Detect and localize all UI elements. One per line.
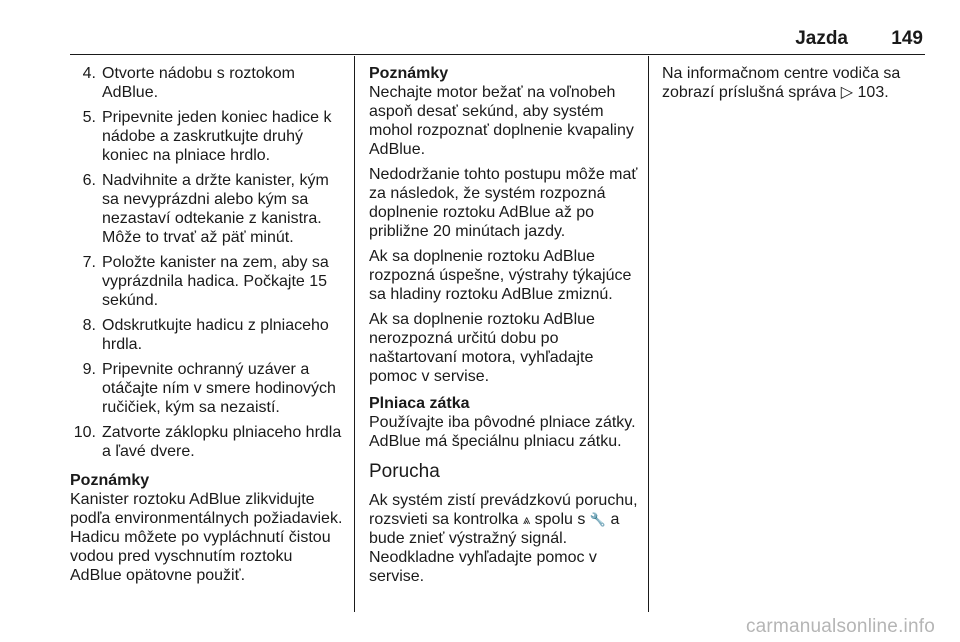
page-reference-link[interactable]: 103.	[857, 84, 889, 101]
note-block-1	[70, 471, 345, 585]
filler-cap-title: Plniaca zátka	[369, 395, 470, 412]
note-block-2	[369, 64, 639, 386]
fault-text: Ak systém zistí prevádzkovú poruchu, rozsvieti sa kontrolka ⩓ spolu s 🔧 a bude znieť výstražný signál. Neodkladne vyhľadajte pomoc v servise.	[369, 492, 638, 585]
note-paragraph-4: Ak sa doplnenie roztoku AdBlue nerozpozná určitú dobu po naštartovaní motora, vyhľadajte pomoc v servise.	[369, 311, 595, 385]
step-number: 10.	[73, 424, 96, 441]
column-divider-2	[648, 56, 649, 612]
fault-heading: Porucha	[369, 461, 440, 482]
step-text: Nadvihnite a držte kanister, kým sa nevyprázdni alebo kým sa nezastaví odtekanie z kanistra. Môže to trvať až päť minút.	[102, 172, 329, 246]
info-text: Na informačnom centre vodiča sa zobrazí príslušná správa ▷ 103.	[662, 65, 901, 101]
step-item	[70, 423, 345, 461]
page-reference-arrow-icon: ▷	[840, 84, 854, 101]
step-item	[70, 108, 345, 165]
column-divider-1	[354, 56, 355, 612]
note-title: Poznámky	[70, 472, 150, 489]
header-rule	[70, 54, 925, 55]
step-item	[70, 316, 345, 354]
step-number: 9.	[82, 361, 96, 378]
step-number: 4.	[82, 65, 96, 82]
step-text: Pripevnite jeden koniec hadice k nádobe a zaskrutkujte druhý koniec na plniace hrdlo.	[102, 109, 332, 164]
step-number: 8.	[82, 317, 96, 334]
step-text: Zatvorte záklopku plniaceho hrdla a ľavé dvere.	[102, 424, 342, 460]
column-3	[662, 64, 927, 108]
note-paragraph-2: Nedodržanie tohto postupu môže mať za následok, že systém rozpozná doplnenie roztoku AdBlue až po približne 20 minútach jazdy.	[369, 166, 638, 240]
section-title: Jazda	[795, 28, 848, 49]
footer-logo: carmanualsonline.info	[745, 616, 935, 637]
note-paragraph-3: Ak sa doplnenie roztoku AdBlue rozpozná úspešne, výstrahy týkajúce sa hladiny roztoku AdBlue zmiznú.	[369, 248, 632, 303]
warning-lamp-icon: ⩓	[522, 512, 531, 527]
column-2	[369, 64, 639, 592]
step-text: Pripevnite ochranný uzáver a otáčajte ním v smere hodinových ručičiek, kým sa nezaistí.	[102, 361, 336, 416]
step-text: Otvorte nádobu s roztokom AdBlue.	[102, 65, 295, 101]
page-number: 149	[891, 28, 923, 49]
page-header	[0, 29, 960, 53]
wrench-icon: 🔧	[589, 512, 606, 527]
column-1	[70, 64, 345, 591]
steps-list	[70, 64, 345, 461]
step-item	[70, 253, 345, 310]
filler-cap-text: Používajte iba pôvodné plniace zátky. AdBlue má špeciálnu plniacu zátku.	[369, 414, 636, 450]
step-number: 7.	[82, 254, 96, 271]
step-item	[70, 360, 345, 417]
step-item	[70, 64, 345, 102]
step-text: Položte kanister na zem, aby sa vyprázdnila hadica. Počkajte 15 sekúnd.	[102, 254, 329, 309]
step-number: 5.	[82, 109, 96, 126]
note-title: Poznámky	[369, 65, 449, 82]
step-item	[70, 171, 345, 247]
step-text: Odskrutkujte hadicu z plniaceho hrdla.	[102, 317, 329, 353]
step-number: 6.	[82, 172, 96, 189]
filler-cap-block	[369, 394, 639, 451]
note-text: Kanister roztoku AdBlue zlikvidujte podľa environmentálnych požiadaviek. Hadicu môžete po vypláchnutí čistou vodou pred vyschnutím roztoku AdBlue opätovne použiť.	[70, 491, 343, 584]
note-paragraph-1: Nechajte motor bežať na voľnobeh aspoň desať sekúnd, aby systém mohol rozpoznať doplnenie kvapaliny AdBlue.	[369, 84, 634, 158]
